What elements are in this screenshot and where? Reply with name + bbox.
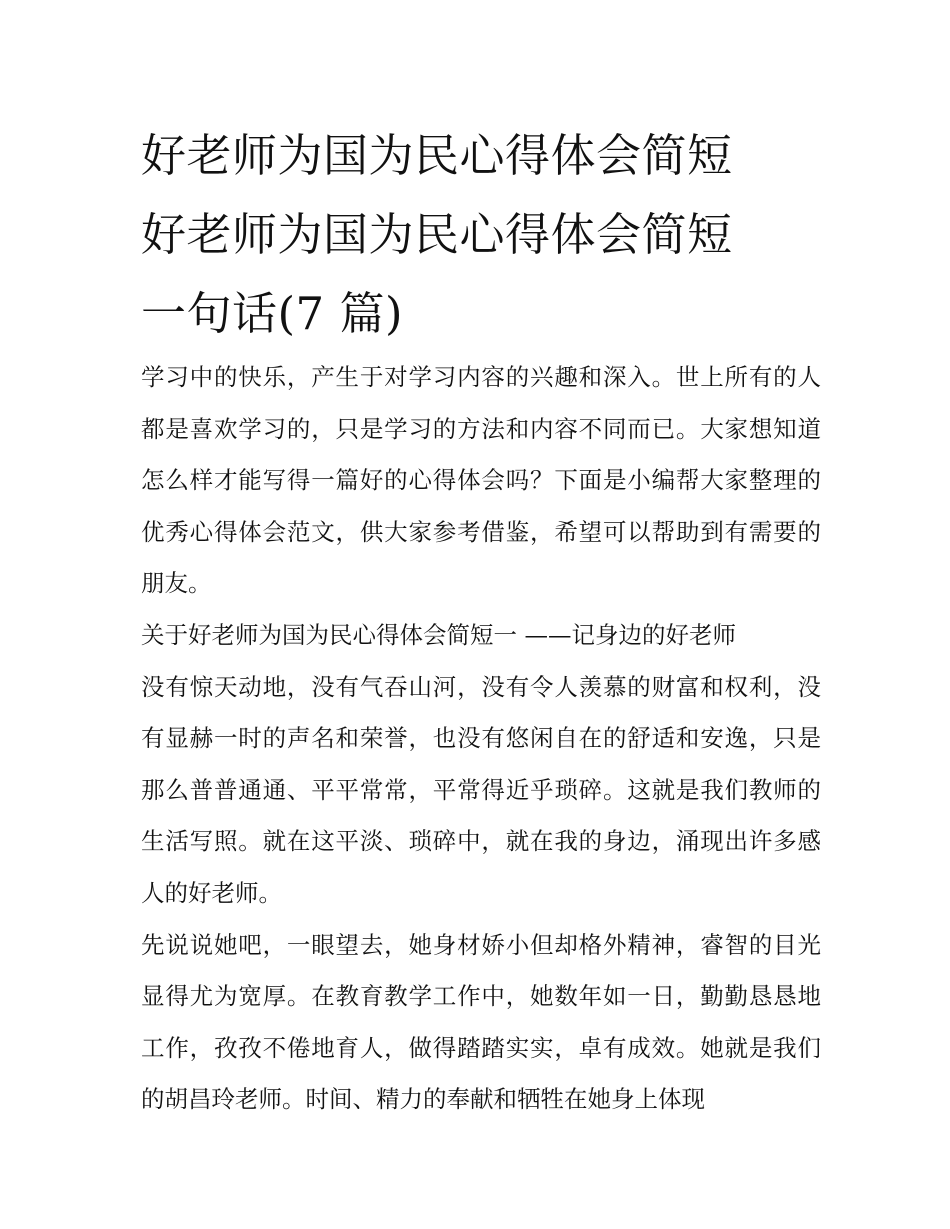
body-paragraph-2: 先说说她吧，一眼望去，她身材娇小但却格外精神，睿智的目光显得尤为宽厚。在教育教学工作中，她数年如一日，勤勤恳恳地工作，孜孜不倦地育人，做得踏踏实实，卓有成效。她就是我们的胡昌玲老师。时间、精力的奉献和牺牲在她身上体现 xyxy=(141,930,821,1114)
body-paragraph-1: 没有惊天动地，没有气吞山河，没有令人羡慕的财富和权利，没有显赫一时的声名和荣誉，也没有悠闲自在的舒适和安逸，只是那么普普通通、平平常常，平常得近乎琐碎。这就是我们教师的生活写照。就在这平淡、琐碎中，就在我的身边，涌现出许多感人的好老师。 xyxy=(141,672,821,907)
title-line-2: 好老师为国为民心得体会简短 xyxy=(141,208,733,261)
title-line-3: 一句话(7 篇) xyxy=(141,287,404,340)
intro-paragraph: 学习中的快乐，产生于对学习内容的兴趣和深入。世上所有的人都是喜欢学习的，只是学习的方法和内容不同而已。大家想知道怎么样才能写得一篇好的心得体会吗？下面是小编帮大家整理的优秀心得体会范文，供大家参考借鉴，希望可以帮助到有需要的朋友。 xyxy=(141,363,821,598)
document-title xyxy=(141,116,821,353)
title-line-1: 好老师为国为民心得体会简短 xyxy=(141,129,733,182)
section-heading: 关于好老师为国为民心得体会简短一 ——记身边的好老师 xyxy=(141,620,736,649)
document-body xyxy=(141,352,821,1126)
